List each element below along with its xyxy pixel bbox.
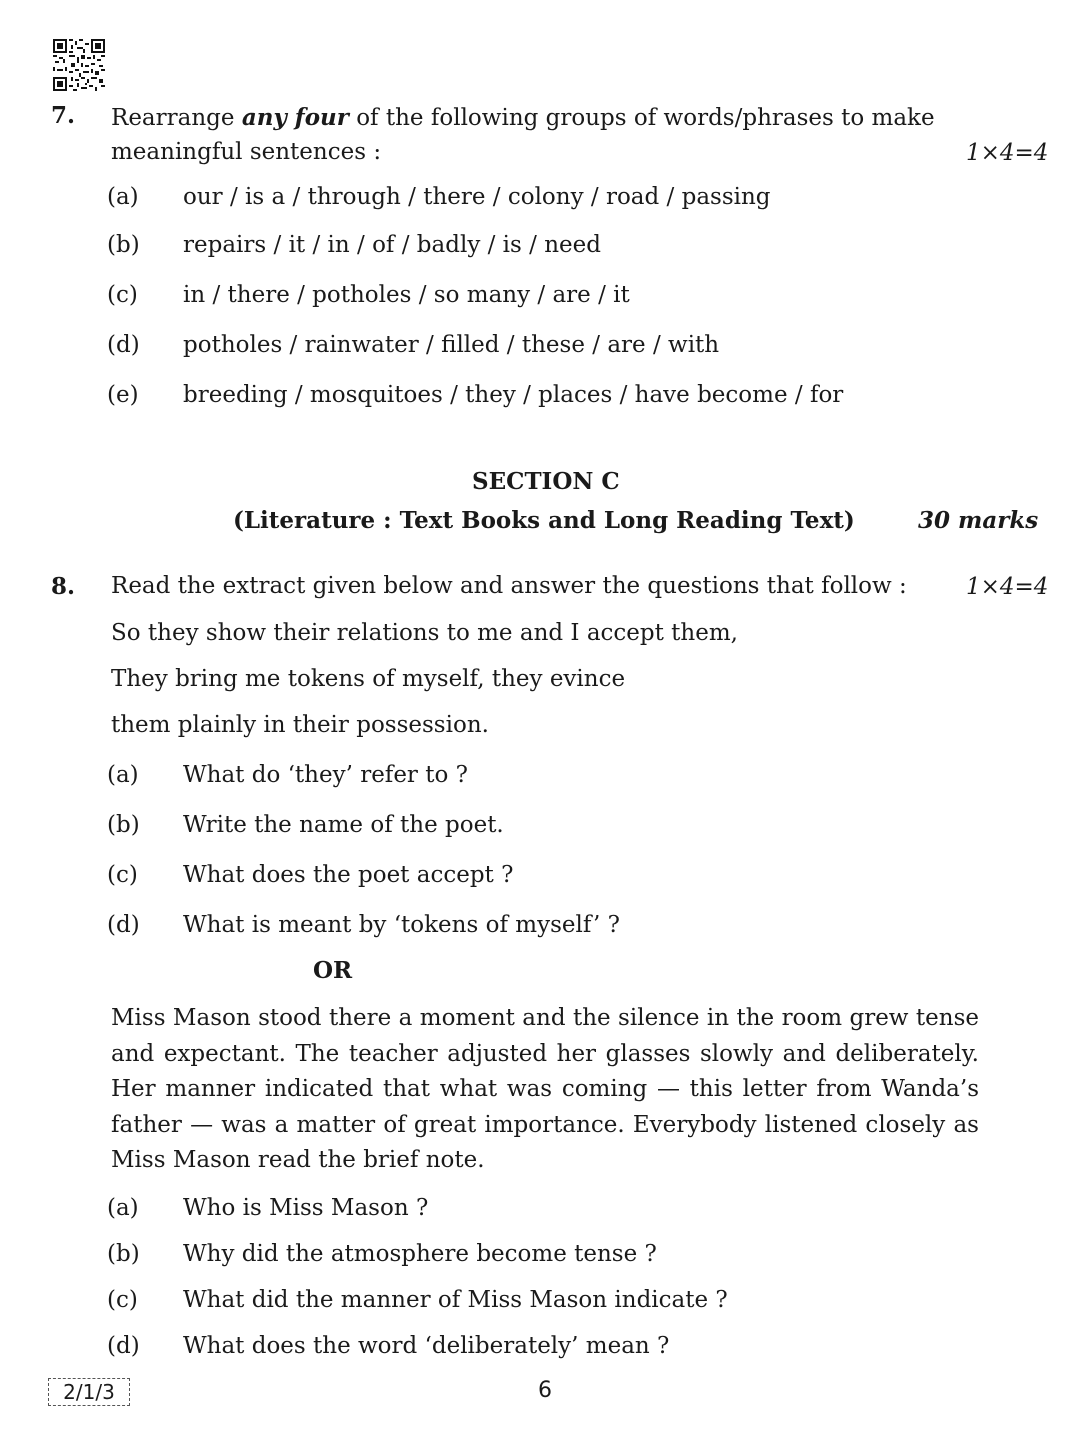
question-7-emphasis: any four: [241, 104, 349, 131]
q8-item-c-label: (c): [107, 862, 138, 888]
q8-or-item-b-text: Why did the atmosphere become tense ?: [183, 1241, 657, 1267]
section-title: SECTION C: [472, 468, 620, 495]
q7-item-d-text: potholes / rainwater / filled / these / are / with: [183, 332, 720, 358]
q8-or-item-c-text: What did the manner of Miss Mason indicate ?: [183, 1287, 728, 1313]
q7-item-b-label: (b): [107, 232, 140, 258]
q7-item-c-text: in / there / potholes / so many / are / it: [183, 282, 630, 308]
q7-item-b-text: repairs / it / in / of / badly / is / need: [183, 232, 601, 258]
q8-item-d-text: What is meant by ‘tokens of myself’ ?: [183, 912, 620, 938]
extract-line-3: them plainly in their possession.: [111, 712, 489, 738]
q8-item-b-text: Write the name of the poet.: [183, 812, 504, 838]
q8-item-c-text: What does the poet accept ?: [183, 862, 514, 888]
q8-item-a-text: What do ‘they’ refer to ?: [183, 762, 468, 788]
question-7-intro-prefix: Rearrange: [111, 105, 242, 131]
q8-or-item-a-label: (a): [107, 1195, 139, 1221]
q7-item-d-label: (d): [107, 332, 140, 358]
paper-code-box: 2/1/3: [48, 1378, 130, 1406]
section-marks: 30 marks: [918, 507, 1039, 534]
page-number: 6: [538, 1378, 552, 1403]
question-8-intro: Read the extract given below and answer the questions that follow :: [111, 573, 907, 599]
question-number-8: 8.: [51, 573, 76, 600]
q8-or-item-d-text: What does the word ‘deliberately’ mean ?: [183, 1333, 670, 1359]
q8-or-item-b-label: (b): [107, 1241, 140, 1267]
question-7-intro-line2: meaningful sentences :: [111, 139, 382, 165]
question-7-intro-rest: of the following groups of words/phrases to make: [348, 105, 935, 131]
q8-item-d-label: (d): [107, 912, 140, 938]
section-subtitle: (Literature : Text Books and Long Reading Text): [233, 507, 855, 534]
q7-item-c-label: (c): [107, 282, 138, 308]
q8-item-a-label: (a): [107, 762, 139, 788]
prose-passage: Miss Mason stood there a moment and the silence in the room grew tense and expectant. The teacher adjusted her glasses slowly and deliberately. Her manner indicated that what was coming — this letter from Wanda’s father — was a matter of great importance. Everybody listened closely as Miss Mason read the brief note.: [111, 1005, 979, 1173]
q7-item-a-text: our / is a / through / there / colony / road / passing: [183, 184, 771, 210]
extract-line-2: They bring me tokens of myself, they evince: [111, 666, 626, 692]
extract-line-1: So they show their relations to me and I accept them,: [111, 620, 738, 646]
question-7-marks: 1×4=4: [966, 140, 1049, 166]
or-label: OR: [313, 957, 353, 984]
q8-item-b-label: (b): [107, 812, 140, 838]
q7-item-e-label: (e): [107, 382, 139, 408]
q7-item-e-text: breeding / mosquitoes / they / places / have become / for: [183, 382, 844, 408]
question-8-marks: 1×4=4: [966, 574, 1049, 600]
q8-or-item-a-text: Who is Miss Mason ?: [183, 1195, 429, 1221]
q8-or-item-d-label: (d): [107, 1333, 140, 1359]
question-7-intro: [111, 99, 979, 137]
question-number-7: 7.: [51, 102, 76, 129]
qr-code-icon: [53, 39, 105, 91]
q7-item-a-label: (a): [107, 184, 139, 210]
q8-or-item-c-label: (c): [107, 1287, 138, 1313]
